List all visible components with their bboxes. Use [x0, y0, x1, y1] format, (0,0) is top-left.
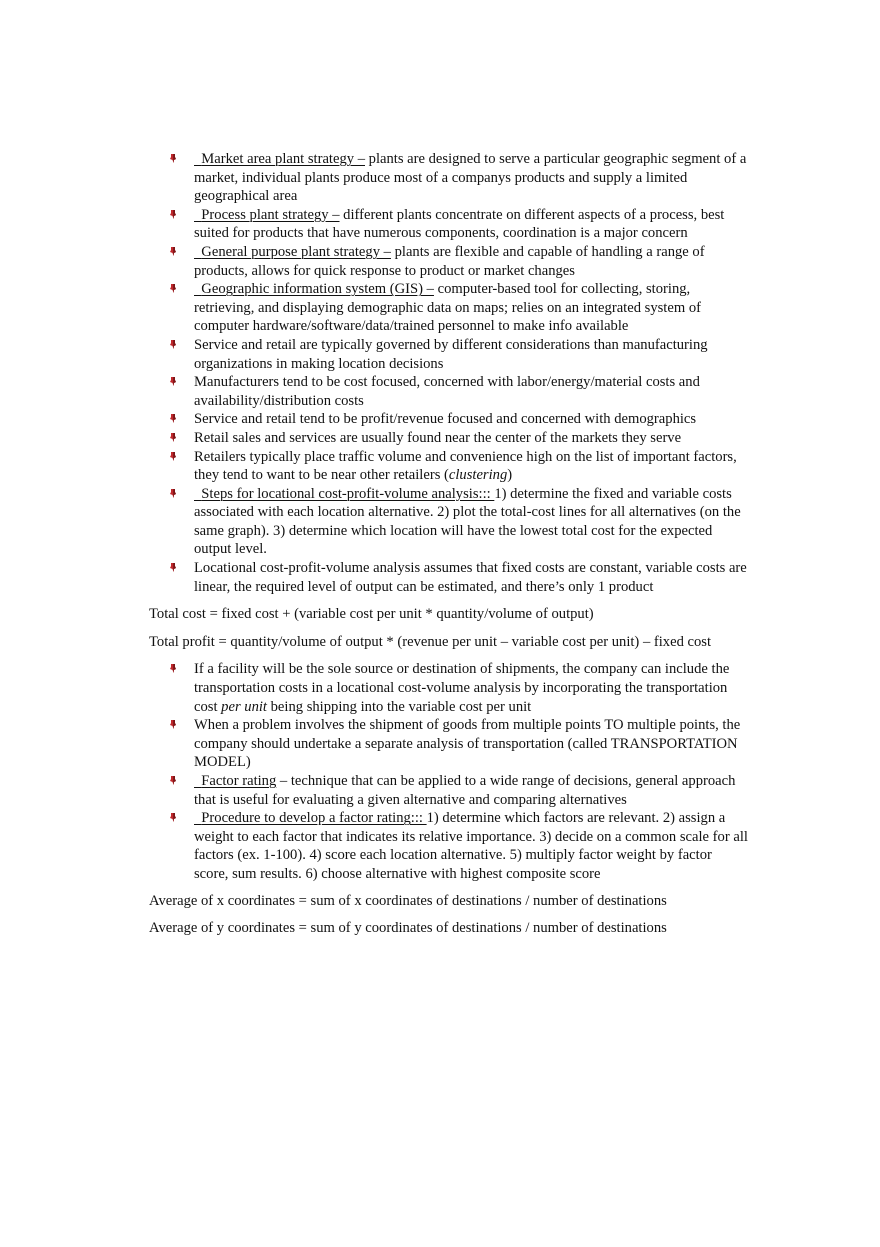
red-pushpin-bullet-icon: [170, 210, 176, 219]
list-item-term: Procedure to develop a factor rating:::: [201, 810, 427, 827]
formula-total-cost: Total cost = fixed cost + (variable cost per unit * quantity/volume of output): [149, 606, 594, 623]
red-pushpin-bullet-icon: [170, 377, 176, 386]
list-item: [149, 485, 749, 559]
list-item-term: Steps for locational cost-profit-volume analysis:::: [201, 485, 495, 502]
list-item-text: 1) determine the fixed and variable costs associated with each location alternative. 2) plot the total-cost lines for all alternatives (on the same graph). 3) determine which location will have the lowest total cost for the expected output level.: [194, 485, 741, 558]
list-item-emphasis: clustering: [448, 467, 508, 484]
formula-average-x: Average of x coordinates = sum of x coordinates of destinations / number of destinations: [149, 892, 667, 909]
list-item-text: plants are designed to serve a particular geographic segment of a market, individual plants produce most of a companys products and supply a limited geographical area: [194, 151, 747, 205]
red-pushpin-bullet-icon: [170, 284, 176, 293]
red-pushpin-bullet-icon: [170, 563, 176, 572]
list-item-emphasis: per unit: [221, 698, 267, 715]
list-item: [149, 448, 749, 485]
red-pushpin-bullet-icon: [170, 414, 176, 423]
document-body: [149, 150, 749, 938]
list-item: [149, 559, 749, 596]
red-pushpin-bullet-icon: [170, 776, 176, 785]
list-item-text: If a facility will be the sole source or destination of shipments, the company can include the transportation costs in a locational cost-volume analysis by incorporating the transportation cost: [194, 661, 730, 715]
list-item-text: Retailers typically place traffic volume and convenience high on the list of important factors, they tend to want to be near other retailers (: [194, 448, 737, 484]
list-item-term: Market area plant strategy –: [201, 151, 365, 167]
list-item: [149, 336, 749, 373]
list-item: [149, 373, 749, 410]
list-item: [149, 660, 749, 716]
list-item-text-end: ): [507, 467, 513, 484]
list-item-text: 1) determine which factors are relevant. 2) assign a weight to each factor that indicates its relative importance. 3) decide on a common scale for all factors (ex. 1-100). 4) score each location alternative. 5) multiply factor weight by factor score, sum results. 6) choose alternative with highest composite score: [194, 810, 748, 882]
list-item-text: Service and retail tend to be profit/revenue focused and concerned with demographics: [194, 411, 697, 428]
list-item-text-end: being shipping into the variable cost per unit: [266, 698, 532, 715]
red-pushpin-bullet-icon: [170, 720, 176, 729]
list-item: [149, 772, 749, 809]
red-pushpin-bullet-icon: [170, 340, 176, 349]
list-item-text: plants are flexible and capable of handling a range of products, allows for quick response to product or market changes: [194, 243, 705, 279]
red-pushpin-bullet-icon: [170, 452, 176, 461]
list-item: [149, 206, 749, 243]
list-item: [149, 243, 749, 280]
list-item-text: Manufacturers tend to be cost focused, concerned with labor/energy/material costs and availability/distribution costs: [194, 374, 700, 409]
red-pushpin-bullet-icon: [170, 664, 176, 673]
list-item-text: Retail sales and services are usually found near the center of the markets they serve: [194, 429, 682, 446]
list-item: [149, 150, 749, 206]
red-pushpin-bullet-icon: [170, 489, 176, 498]
list-item-text: Service and retail are typically governed by different considerations than manufacturing organizations in making location decisions: [194, 336, 708, 372]
formula-total-profit: Total profit = quantity/volume of output * (revenue per unit – variable cost per unit) – fixed cost: [149, 633, 712, 650]
red-pushpin-bullet-icon: [170, 154, 176, 163]
list-item: [149, 410, 749, 429]
list-item-term: Geographic information system (GIS) –: [201, 281, 434, 298]
list-item-term: Process plant strategy –: [201, 206, 340, 223]
list-item: [149, 716, 749, 772]
bullet-list-location-strategies: [149, 150, 749, 596]
list-item-text: – technique that can be applied to a wide range of decisions, general approach that is useful for evaluating a given alternative and comparing alternatives: [194, 773, 736, 808]
red-pushpin-bullet-icon: [170, 247, 176, 256]
list-item: [149, 280, 749, 336]
formula-average-y: Average of y coordinates = sum of y coordinates of destinations / number of destinations: [149, 920, 667, 937]
list-item: [149, 429, 749, 448]
list-item: [149, 809, 749, 883]
list-item-term: Factor rating: [201, 773, 277, 789]
red-pushpin-bullet-icon: [170, 813, 176, 822]
red-pushpin-bullet-icon: [170, 433, 176, 442]
list-item-term: General purpose plant strategy –: [201, 243, 391, 260]
list-item-text: different plants concentrate on different aspects of a process, best suited for products that have numerous components, coordination is a major concern: [194, 206, 725, 242]
list-item-text: computer-based tool for collecting, storing, retrieving, and displaying demographic data on maps; relies on an integrated system of computer hardware/software/data/trained personnel to make info available: [194, 281, 701, 335]
list-item-text: Locational cost-profit-volume analysis assumes that fixed costs are constant, variable costs are linear, the required level of output can be estimated, and there’s only 1 product: [194, 560, 747, 595]
bullet-list-transport-factor-rating: [149, 660, 749, 883]
list-item-text: When a problem involves the shipment of goods from multiple points TO multiple points, the company should undertake a separate analysis of transportation (called TRANSPORTATION MODEL): [194, 717, 741, 771]
